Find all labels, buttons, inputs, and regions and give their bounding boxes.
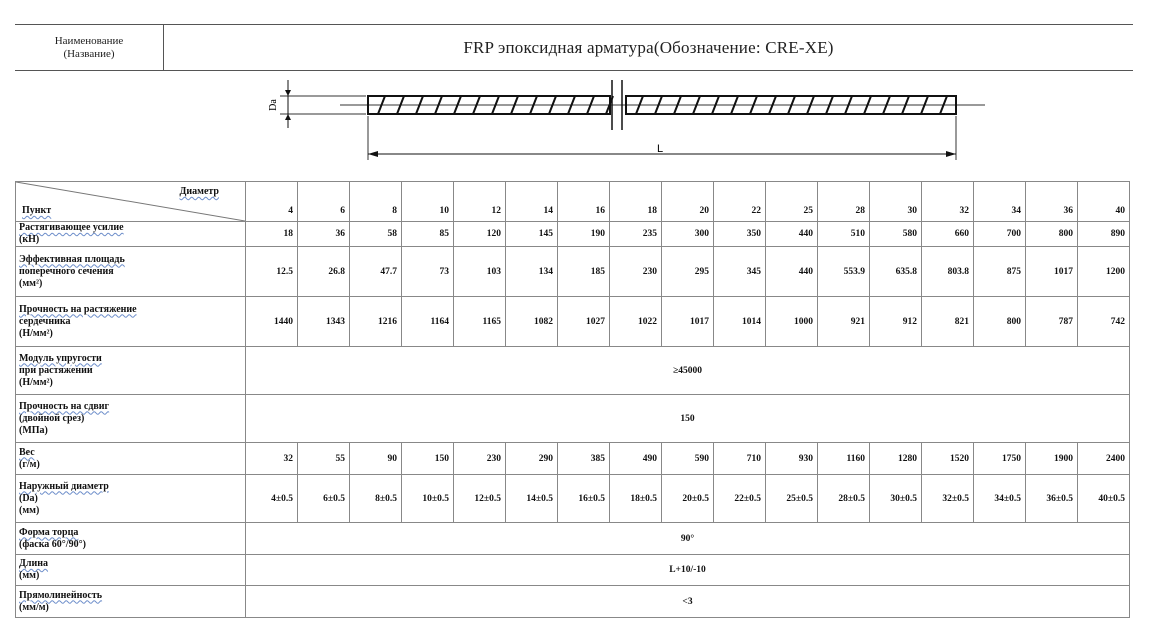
value-cell: 34±0.5 <box>974 475 1026 523</box>
diameter-header-cell: 30 <box>870 182 922 222</box>
value-cell: 1440 <box>246 297 298 347</box>
table-row <box>16 297 1130 347</box>
value-cell: 134 <box>506 247 558 297</box>
value-cell: 490 <box>610 443 662 475</box>
table-row <box>16 555 1130 586</box>
value-cell: 635.8 <box>870 247 922 297</box>
diameter-header-cell: 22 <box>714 182 766 222</box>
value-cell: 55 <box>298 443 350 475</box>
diameter-header-row <box>16 182 1130 222</box>
value-cell: 660 <box>922 222 974 247</box>
value-cell: 25±0.5 <box>766 475 818 523</box>
value-cell: 230 <box>454 443 506 475</box>
value-cell: 26.8 <box>298 247 350 297</box>
row-label-line: (Da) <box>19 492 38 504</box>
table-row <box>16 523 1130 555</box>
value-cell: 1216 <box>350 297 402 347</box>
row-label-line: Вес <box>19 446 35 458</box>
document-header <box>15 24 1133 71</box>
value-cell: 700 <box>974 222 1026 247</box>
row-label-line: (Н/мм²) <box>19 376 53 388</box>
value-cell: 90 <box>350 443 402 475</box>
value-cell: 800 <box>974 297 1026 347</box>
rebar-drawing <box>0 70 1150 170</box>
value-cell: 10±0.5 <box>402 475 454 523</box>
value-cell: 1017 <box>662 297 714 347</box>
value-cell: 1014 <box>714 297 766 347</box>
name-label-cell <box>15 25 164 70</box>
row-label-line: Растягивающее усилие <box>19 222 124 233</box>
value-cell: 1017 <box>1026 247 1078 297</box>
row-label-line: Прочность на сдвиг <box>19 400 110 412</box>
row-label-line: Прочность на растяжение <box>19 303 137 315</box>
specification-table <box>15 181 1130 618</box>
row-label-cell <box>16 297 246 347</box>
diameter-header-cell: 16 <box>558 182 610 222</box>
value-cell: 1022 <box>610 297 662 347</box>
row-label-cell <box>16 347 246 395</box>
value-cell: 230 <box>610 247 662 297</box>
value-cell: 185 <box>558 247 610 297</box>
value-cell: 930 <box>766 443 818 475</box>
table-row <box>16 395 1130 443</box>
value-cell: 912 <box>870 297 922 347</box>
value-cell: 345 <box>714 247 766 297</box>
row-label-cell <box>16 222 246 247</box>
value-cell: 18 <box>246 222 298 247</box>
value-cell: 921 <box>818 297 870 347</box>
diameter-header-cell: 36 <box>1026 182 1078 222</box>
row-label-line: Модуль упругости <box>19 352 102 364</box>
value-cell: 22±0.5 <box>714 475 766 523</box>
diameter-header-cell: 40 <box>1078 182 1130 222</box>
value-cell: 1027 <box>558 297 610 347</box>
corner-header-cell <box>16 182 246 222</box>
da-label: Da <box>268 99 279 111</box>
row-label-line: сердечника <box>19 315 71 327</box>
row-label-cell <box>16 523 246 555</box>
value-cell: 1200 <box>1078 247 1130 297</box>
value-cell: 580 <box>870 222 922 247</box>
value-cell: 4±0.5 <box>246 475 298 523</box>
value-cell: 350 <box>714 222 766 247</box>
value-cell: 710 <box>714 443 766 475</box>
diameter-header-cell: 10 <box>402 182 454 222</box>
value-cell: 290 <box>506 443 558 475</box>
value-cell: 800 <box>1026 222 1078 247</box>
diameter-header-cell: 12 <box>454 182 506 222</box>
row-label-line: (двойной срез) <box>19 412 85 424</box>
row-label-line: Прямолинейность <box>19 589 103 601</box>
value-cell: 18±0.5 <box>610 475 662 523</box>
table-row <box>16 222 1130 247</box>
row-label-line: (мм) <box>19 504 40 516</box>
merged-value-cell: 150 <box>246 395 1130 443</box>
value-cell: 36 <box>298 222 350 247</box>
value-cell: 1520 <box>922 443 974 475</box>
diameter-header-cell: 4 <box>246 182 298 222</box>
diameter-header-cell: 20 <box>662 182 714 222</box>
value-cell: 16±0.5 <box>558 475 610 523</box>
corner-item-label: Пункт <box>22 205 52 216</box>
value-cell: 85 <box>402 222 454 247</box>
value-cell: 1000 <box>766 297 818 347</box>
row-label-line: (мм²) <box>19 277 43 289</box>
diameter-header-cell: 28 <box>818 182 870 222</box>
value-cell: 20±0.5 <box>662 475 714 523</box>
diameter-header-cell: 8 <box>350 182 402 222</box>
value-cell: 32±0.5 <box>922 475 974 523</box>
value-cell: 440 <box>766 247 818 297</box>
value-cell: 787 <box>1026 297 1078 347</box>
value-cell: 821 <box>922 297 974 347</box>
merged-value-cell: <3 <box>246 586 1130 618</box>
value-cell: 510 <box>818 222 870 247</box>
value-cell: 1750 <box>974 443 1026 475</box>
row-label-cell <box>16 395 246 443</box>
value-cell: 36±0.5 <box>1026 475 1078 523</box>
diameter-header-cell: 6 <box>298 182 350 222</box>
value-cell: 40±0.5 <box>1078 475 1130 523</box>
merged-value-cell: L+10/-10 <box>246 555 1130 586</box>
value-cell: 385 <box>558 443 610 475</box>
merged-value-cell: ≥45000 <box>246 347 1130 395</box>
value-cell: 14±0.5 <box>506 475 558 523</box>
row-label-line: (мм/м) <box>19 601 49 613</box>
diameter-header-cell: 34 <box>974 182 1026 222</box>
row-label-line: (фаска 60°/90°) <box>19 538 86 550</box>
value-cell: 440 <box>766 222 818 247</box>
row-label-line: (г/м) <box>19 458 40 470</box>
value-cell: 803.8 <box>922 247 974 297</box>
value-cell: 58 <box>350 222 402 247</box>
value-cell: 1900 <box>1026 443 1078 475</box>
value-cell: 2400 <box>1078 443 1130 475</box>
value-cell: 1082 <box>506 297 558 347</box>
value-cell: 1160 <box>818 443 870 475</box>
value-cell: 28±0.5 <box>818 475 870 523</box>
row-label-line: (МПа) <box>19 424 48 436</box>
value-cell: 120 <box>454 222 506 247</box>
merged-value-cell: 90° <box>246 523 1130 555</box>
value-cell: 235 <box>610 222 662 247</box>
value-cell: 150 <box>402 443 454 475</box>
row-label-cell <box>16 443 246 475</box>
row-label-cell <box>16 475 246 523</box>
row-label-line: Форма торца <box>19 526 79 538</box>
value-cell: 12.5 <box>246 247 298 297</box>
diameter-header-cell: 14 <box>506 182 558 222</box>
value-cell: 73 <box>402 247 454 297</box>
table-row <box>16 586 1130 618</box>
value-cell: 1280 <box>870 443 922 475</box>
value-cell: 553.9 <box>818 247 870 297</box>
name-label-line1: Наименование <box>54 34 124 47</box>
row-label-line: Эффективная площадь <box>19 253 125 265</box>
value-cell: 590 <box>662 443 714 475</box>
value-cell: 145 <box>506 222 558 247</box>
table-row <box>16 475 1130 523</box>
diameter-header-cell: 32 <box>922 182 974 222</box>
row-label-cell <box>16 586 246 618</box>
table-row <box>16 347 1130 395</box>
value-cell: 32 <box>246 443 298 475</box>
value-cell: 300 <box>662 222 714 247</box>
value-cell: 875 <box>974 247 1026 297</box>
diameter-header-cell: 25 <box>766 182 818 222</box>
value-cell: 1343 <box>298 297 350 347</box>
value-cell: 12±0.5 <box>454 475 506 523</box>
value-cell: 6±0.5 <box>298 475 350 523</box>
value-cell: 8±0.5 <box>350 475 402 523</box>
row-label-line: (Н/мм²) <box>19 327 53 339</box>
row-label-line: поперечного сечения <box>19 265 114 277</box>
length-label: L <box>656 143 664 155</box>
value-cell: 295 <box>662 247 714 297</box>
row-label-line: (мм) <box>19 570 40 581</box>
value-cell: 103 <box>454 247 506 297</box>
row-label-cell <box>16 555 246 586</box>
name-label-line2: (Название) <box>63 47 115 60</box>
value-cell: 190 <box>558 222 610 247</box>
value-cell: 890 <box>1078 222 1130 247</box>
product-title: FRP эпоксидная арматура(Обозначение: CRE-XE) <box>463 37 834 57</box>
value-cell: 742 <box>1078 297 1130 347</box>
row-label-line: при растяжении <box>19 364 93 376</box>
row-label-line: Наружный диаметр <box>19 480 109 492</box>
table-row <box>16 443 1130 475</box>
row-label-line: (кН) <box>19 234 40 245</box>
value-cell: 47.7 <box>350 247 402 297</box>
value-cell: 30±0.5 <box>870 475 922 523</box>
row-label-line: Длина <box>19 558 49 569</box>
table-row <box>16 247 1130 297</box>
row-label-cell <box>16 247 246 297</box>
value-cell: 1164 <box>402 297 454 347</box>
corner-diameter-label: Диаметр <box>179 186 219 197</box>
value-cell: 1165 <box>454 297 506 347</box>
diameter-header-cell: 18 <box>610 182 662 222</box>
